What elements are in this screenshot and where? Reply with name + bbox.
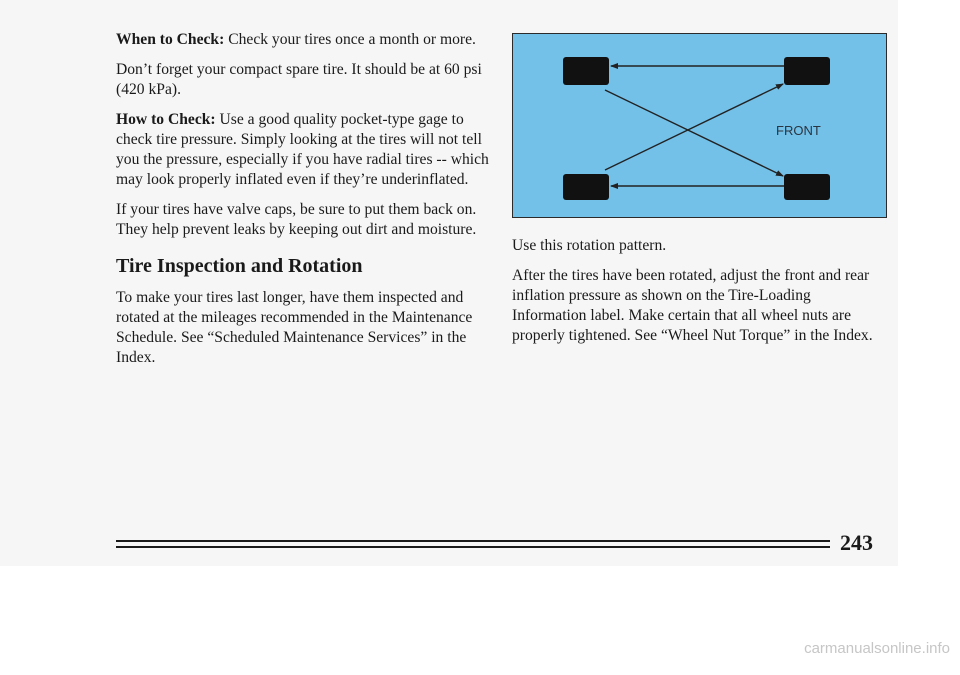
paragraph-after-rotation: After the tires have been rotated, adjust the front and rear inflation pressure as shown on the Tire-Loading Information label. Make certain that all wheel nuts are properly tightened. See “Wheel Nut Torque” in the Index.: [512, 267, 873, 344]
lead-when-to-check: When to Check:: [116, 31, 225, 48]
paragraph-when-to-check: [116, 30, 496, 50]
right-column: [512, 236, 887, 356]
footer-rule-top: [116, 540, 830, 542]
section-heading: Tire Inspection and Rotation: [116, 255, 363, 277]
diagram-caption: Use this rotation pattern.: [512, 237, 667, 254]
left-column: [116, 30, 496, 378]
site-watermark: carmanualsonline.info: [804, 640, 950, 657]
footer-rule-bottom: [116, 546, 830, 548]
paragraph-spare-tire: Don’t forget your compact spare tire. It should be at 60 psi (420 kPa).: [116, 61, 482, 98]
rotation-diagram: [512, 33, 887, 218]
front-label: FRONT: [776, 123, 821, 138]
paragraph-valve-caps: If your tires have valve caps, be sure to put them back on. They help prevent leaks by keeping out dirt and moisture.: [116, 201, 477, 238]
paragraph-how-to-check: [116, 110, 496, 190]
tire-front-bottom: [784, 174, 830, 200]
lead-how-to-check: How to Check:: [116, 111, 216, 128]
paragraph-inspection: To make your tires last longer, have them inspected and rotated at the mileages recommended in the Maintenance Schedule. See “Scheduled Maintenance Services” in the Index.: [116, 289, 473, 366]
arrow-diagonal-up: [605, 84, 783, 170]
arrow-diagonal-down: [605, 90, 783, 176]
tire-rear-top: [563, 57, 609, 85]
text-when-to-check: Check your tires once a month or more.: [224, 31, 476, 48]
tire-rear-bottom: [563, 174, 609, 200]
tire-front-top: [784, 57, 830, 85]
page-number: 243: [840, 530, 873, 555]
rotation-diagram-svg: [513, 34, 886, 217]
text-how-to-check: Use a good quality pocket-type gage to check tire pressure. Simply looking at the tires will not tell you the pressure, especially if you have radial tires -- which may look properly inflated even if they’re underinflated.: [116, 111, 489, 188]
